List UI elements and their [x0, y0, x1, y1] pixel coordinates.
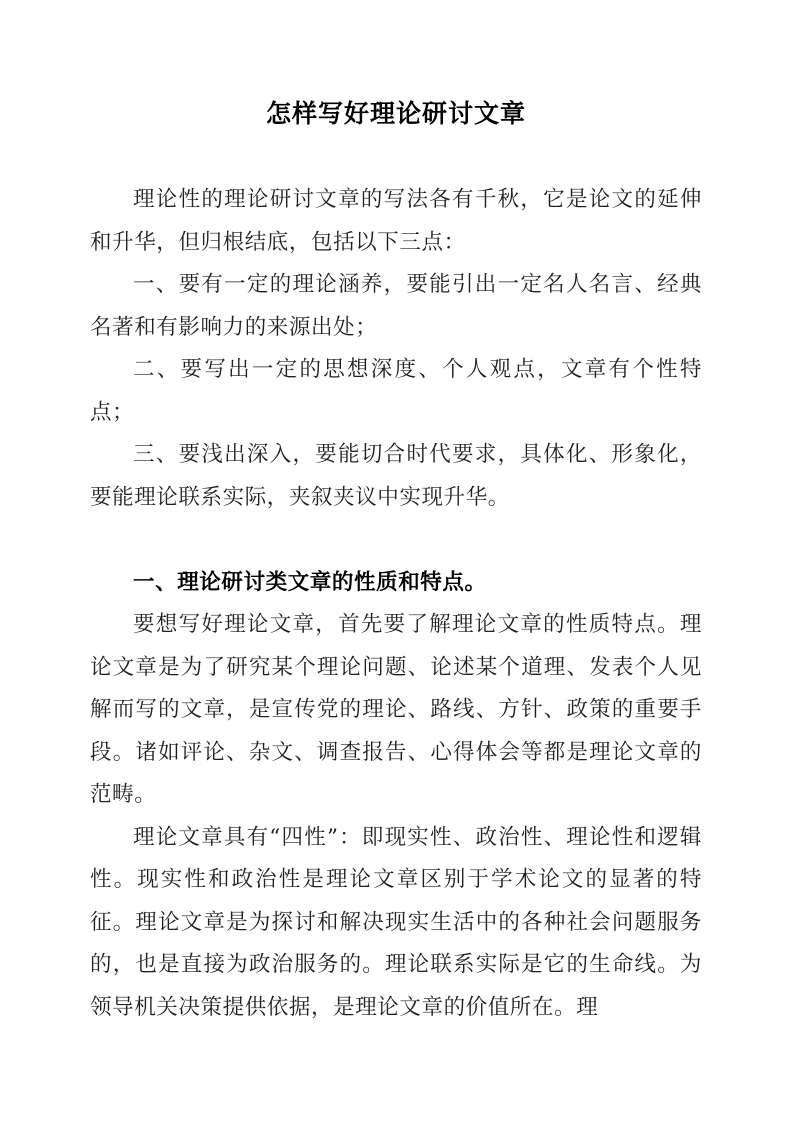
intro-paragraph-1: 理论性的理论研讨文章的写法各有千秋，它是论文的延伸和升华，但归根结底，包括以下三点：	[90, 187, 702, 255]
paragraph-spacer	[90, 519, 702, 562]
section-paragraph-2: 理论文章具有“四性”：即现实性、政治性、理论性和逻辑性。现实性和政治性是理论文章区别于学术论文的显著的特征。理论文章是为探讨和解决现实生活中的各种社会问题服务的，也是直接为政治服务的。理论联系实际是它的生命线。为领导机关决策提供依据，是理论文章的价值所在。理	[90, 824, 702, 1020]
intro-paragraph-2: 一、要有一定的理论涵养，要能引出一定名人名言、经典名著和有影响力的来源出处；	[90, 272, 702, 340]
page-content	[90, 0, 702, 1029]
page-title: 怎样写好理论研讨文章	[265, 99, 526, 128]
intro-block	[90, 131, 702, 519]
intro-paragraph-4: 三、要浅出深入，要能切合时代要求，具体化、形象化，要能理论联系实际，夹叙夹议中实现升华。	[90, 442, 702, 510]
section-heading: 一、理论研讨类文章的性质和特点。	[133, 569, 487, 595]
section-block	[90, 562, 702, 1030]
intro-paragraph-3: 二、要写出一定的思想深度、个人观点，文章有个性特点；	[90, 357, 702, 425]
section-paragraph-1: 要想写好理论文章，首先要了解理论文章的性质特点。理论文章是为了研究某个理论问题、论述某个道理、发表个人见解而写的文章，是宣传党的理论、路线、方针、政策的重要手段。诸如评论、杂文、调查报告、心得体会等都是理论文章的范畴。	[90, 612, 702, 807]
